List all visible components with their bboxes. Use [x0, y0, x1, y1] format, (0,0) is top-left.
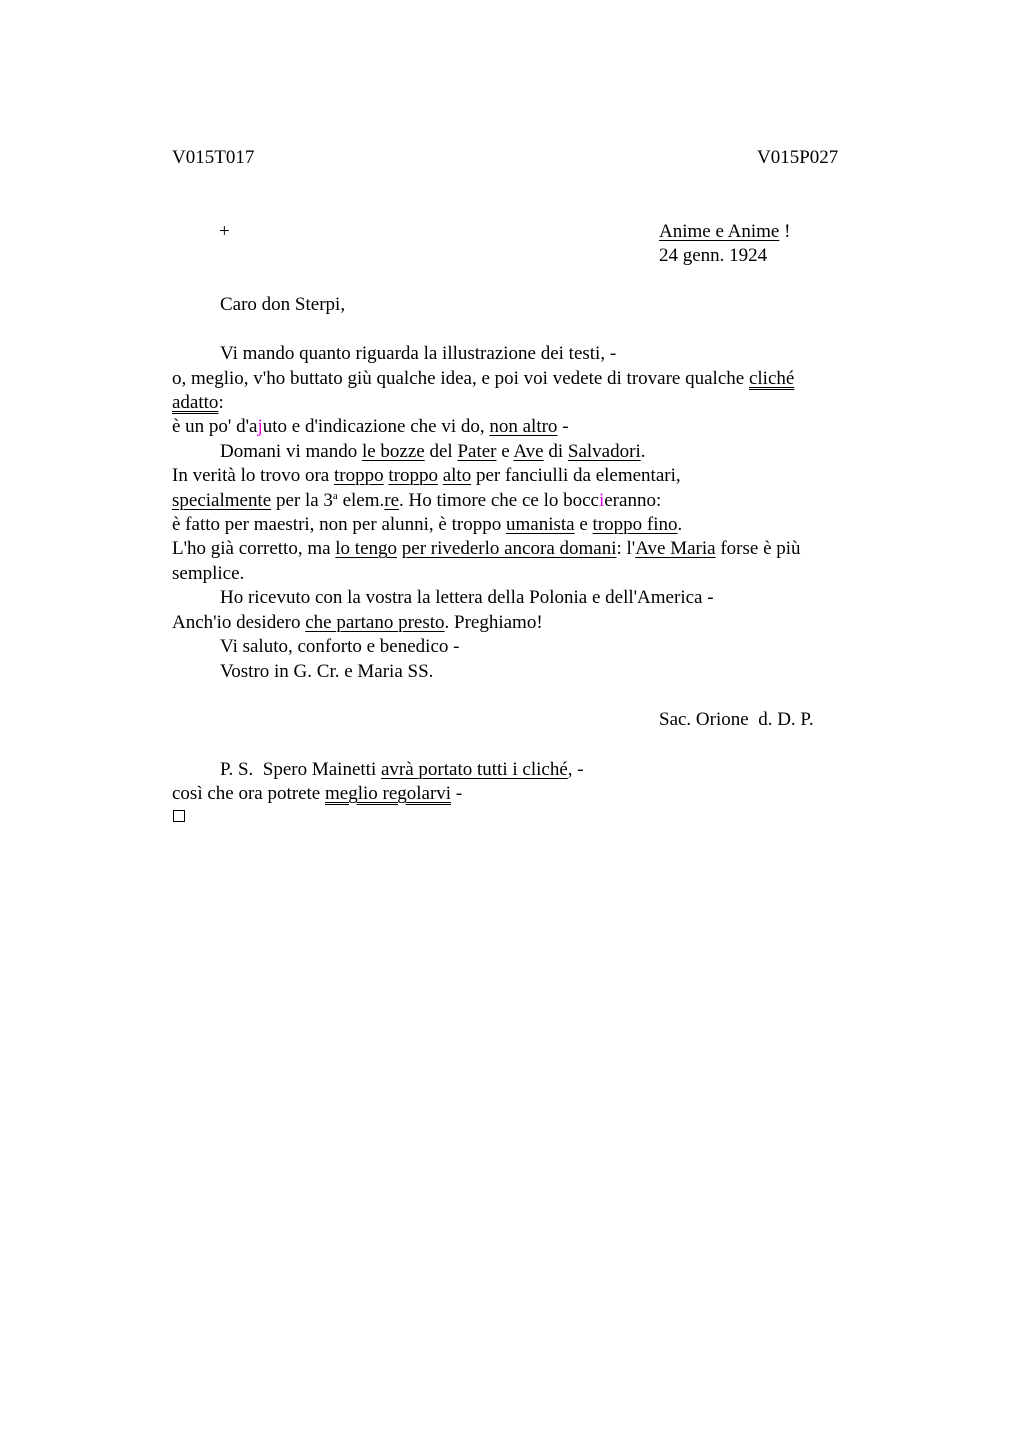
text-run: o, meglio, v'ho buttato giù qualche idea, e poi voi vedete di trovare qualche: [172, 368, 749, 389]
underlined-text: non altro: [489, 416, 558, 437]
text-run: P. S. Spero Mainetti: [220, 759, 381, 780]
text-run: e: [574, 514, 593, 535]
underlined-text: umanista: [505, 514, 575, 535]
underlined-text: Pater: [457, 441, 497, 462]
text-run: . Ho timore che ce lo bocc: [399, 490, 599, 511]
body-line: [172, 367, 794, 391]
text-run: . Preghiamo!: [444, 612, 543, 633]
motto-text: Anime e Anime: [659, 221, 780, 242]
text-run: : l': [616, 538, 636, 559]
signature: Sac. Orione d. D. P.: [659, 709, 814, 730]
text-run: di: [543, 441, 568, 462]
text-run: In verità lo trovo ora: [172, 465, 334, 486]
text-run: del: [424, 441, 458, 462]
underlined-text: avrà portato tutti i cliché: [380, 759, 568, 780]
highlighted-correction: i: [598, 490, 605, 511]
letterhead-motto: [659, 220, 790, 244]
underlined-text: re: [384, 490, 400, 511]
text-run: -: [451, 783, 463, 804]
text-run: .: [677, 514, 683, 535]
double-underlined-text: adatto: [172, 392, 219, 413]
highlighted-correction: j: [257, 416, 263, 437]
body-line: semplice.: [172, 563, 245, 584]
text-run: è un po' d'a: [172, 416, 258, 437]
text-run: eranno:: [604, 490, 662, 511]
text-run: elem.: [337, 490, 385, 511]
superscript: a: [332, 490, 338, 502]
body-line: [172, 537, 801, 561]
body-line: Ho ricevuto con la vostra la lettera della Polonia e dell'America -: [220, 587, 714, 608]
underlined-text: Salvadori: [567, 441, 641, 462]
double-underlined-text: cliché: [748, 368, 795, 389]
underlined-text: specialmente: [172, 490, 272, 511]
body-line: [172, 513, 682, 537]
cross-symbol: +: [219, 221, 230, 242]
letter-date: 24 genn. 1924: [659, 245, 768, 266]
double-underlined-text: meglio regolarvi: [324, 783, 452, 804]
text-run: .: [640, 441, 646, 462]
text-run: e: [496, 441, 514, 462]
underlined-text: troppo fino: [592, 514, 678, 535]
text-run: -: [557, 416, 569, 437]
text-run: , -: [567, 759, 584, 780]
postscript-line: [172, 782, 462, 806]
body-line: [172, 611, 543, 635]
body-line: [172, 391, 224, 415]
text-run: L'ho già corretto, ma: [172, 538, 336, 559]
motto-suffix: !: [779, 221, 791, 242]
text-run: così che ora potrete: [172, 783, 325, 804]
underlined-text: le bozze: [361, 441, 425, 462]
empty-square-icon: [173, 810, 185, 822]
body-line: [220, 440, 645, 464]
document-code-left: V015T017: [172, 147, 255, 168]
underlined-text: alto: [442, 465, 472, 486]
underlined-text: Ave Maria: [635, 538, 716, 559]
body-line: [172, 489, 661, 513]
text-run: uto e d'indicazione che vi do,: [262, 416, 490, 437]
body-line: [172, 464, 681, 488]
underlined-text: che partano presto: [305, 612, 445, 633]
document-code-right: V015P027: [757, 147, 839, 168]
body-line: Vi mando quanto riguarda la illustrazione dei testi, -: [220, 343, 617, 364]
underlined-text: troppo: [333, 465, 384, 486]
body-line: [172, 415, 569, 439]
text-run: per la 3: [271, 490, 333, 511]
text-run: forse è più: [715, 538, 801, 559]
text-run: per fanciulli da elementari,: [471, 465, 681, 486]
text-run: Domani vi mando: [220, 441, 362, 462]
salutation: Caro don Sterpi,: [220, 294, 346, 315]
underlined-text: troppo: [388, 465, 438, 486]
underlined-text: per rivederlo ancora domani: [401, 538, 617, 559]
text-run: è fatto per maestri, non per alunni, è troppo: [172, 514, 506, 535]
underlined-text: Ave: [513, 441, 544, 462]
underlined-text: lo tengo: [335, 538, 398, 559]
postscript-line: [220, 758, 584, 782]
text-run: :: [218, 392, 224, 413]
closing-line: Vostro in G. Cr. e Maria SS.: [220, 661, 434, 682]
closing-line: Vi saluto, conforto e benedico -: [220, 636, 460, 657]
text-run: Anch'io desidero: [172, 612, 306, 633]
